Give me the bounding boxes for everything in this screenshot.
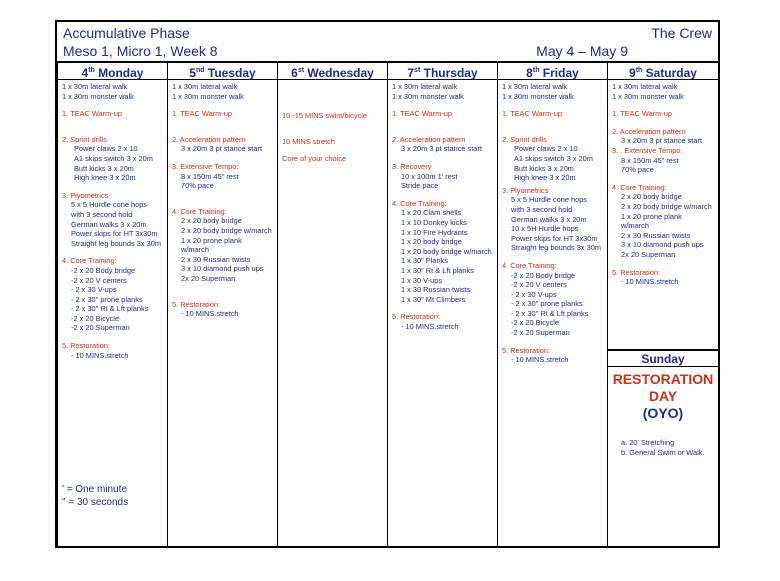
drill-item: A1 skips switch 3 x 20m xyxy=(514,153,593,163)
drill-item: 70% pace xyxy=(181,181,214,191)
drill-item: 1 x 20 body bridge w/march xyxy=(401,246,492,256)
drill-item: w/march xyxy=(621,221,649,231)
drill-item: with 3 second hold xyxy=(71,209,133,219)
day-column-tuesday xyxy=(167,63,277,548)
drill-item: -2 x 20 Body bridge xyxy=(511,270,576,280)
acceleration-heading: 2. Acceleration pattern xyxy=(172,134,246,144)
tempo-heading: 3. Extensive Tempo: xyxy=(172,161,239,171)
plyo-heading: 3. Plyometrics xyxy=(502,185,549,195)
restoration-day-subtitle: DAY xyxy=(648,388,678,404)
drill-item: 5 x 5 Hurdle cone hops xyxy=(511,195,588,205)
drill-item: 1 x 30 Russian twists xyxy=(401,285,471,295)
drill-item: -2 x 20 Superman xyxy=(71,323,130,333)
drill-item: 10 x 100m 1' rest xyxy=(401,171,458,181)
drill-item: -2 x 20 Body bridge xyxy=(71,265,136,275)
legend-seconds: " = 30 seconds xyxy=(62,497,129,508)
schedule-header xyxy=(57,22,718,63)
lateral-walk: 1 x 30m lateral walk xyxy=(392,82,458,91)
plyo-heading: 3. Plyometrics xyxy=(62,190,109,200)
recovery-heading: 3. Recovery xyxy=(392,161,432,171)
tempo-heading: 3. . Extensive Tempo: xyxy=(612,145,683,155)
drill-item: Straight leg bounds 3x 30m xyxy=(511,243,601,253)
meso-label: Meso 1, Micro 1, Week 8 xyxy=(63,43,218,59)
restoration-day-title: RESTORATION xyxy=(612,371,714,387)
drill-item: - 10 MINS.stretch xyxy=(181,309,239,319)
drill-item: - 10 MINS.stretch xyxy=(71,350,129,360)
drill-item: Butt kicks 3 x 20m xyxy=(514,163,574,173)
day-column-thursday xyxy=(387,63,497,548)
oyo-label: (OYO) xyxy=(642,405,684,421)
drill-item: - 2 x 30" Rt & Lft planks xyxy=(511,308,589,318)
drill-item: 3 x 20m 3 pt stance start xyxy=(401,144,482,154)
drill-item: Power claws 2 x 10 xyxy=(514,144,578,154)
drill-item: -2 x 20 Bicycle xyxy=(511,318,560,328)
day-heading-monday: 4th Monday xyxy=(58,63,167,80)
drill-item: - 10 MINS.stretch xyxy=(511,355,569,365)
drill-item: 3 x 10 diamond push ups xyxy=(621,240,704,250)
drill-item: 5 x 5 Hurdle cone hops xyxy=(71,200,148,210)
day-heading-tuesday: 5nd Tuesday xyxy=(168,63,277,80)
drill-item: 2x 20 Superman xyxy=(621,249,676,259)
date-range: May 4 – May 9 xyxy=(536,43,628,59)
drill-item: 2 x 20 body bridge xyxy=(181,216,242,226)
drill-item: - 2 x 30 V-ups xyxy=(511,289,557,299)
drill-item: 8 x 150m 45" rest xyxy=(181,171,239,181)
drill-item: 2 x 20 body bridge w/march xyxy=(181,225,272,235)
monster-walk: 1 x 30m monster walk xyxy=(392,91,464,101)
drill-item: German walks 3 x 20m xyxy=(71,219,147,229)
drill-item: 1 x 20 Clam shells xyxy=(401,208,462,218)
core-heading: 4. Core Training: xyxy=(612,182,667,192)
day-column-monday xyxy=(57,63,167,548)
drill-item: - 2 x 30 V-ups xyxy=(71,285,117,295)
drill-item: German walks 3 x 20m xyxy=(511,214,587,224)
warmup-heading: 1. TEAC Warm-up xyxy=(612,109,672,119)
day-column-friday xyxy=(497,63,607,548)
drill-item: Stride pace xyxy=(401,181,439,191)
phase-title: Accumulative Phase xyxy=(63,25,190,41)
warmup-heading: 1. TEAC Warm-up xyxy=(392,109,452,119)
drill-item: 10 x 5H Hurdle hops xyxy=(511,224,579,234)
drill-item: -2 x 20 Bicycle xyxy=(71,313,120,323)
drill-item: 3 x 20m 3 pt stance start xyxy=(621,136,702,146)
restoration-heading: 5. Restoration: xyxy=(612,267,661,277)
lateral-walk: 1 x 30m lateral walk xyxy=(502,82,568,91)
monster-walk: 1 x 30m monster walk xyxy=(502,91,574,101)
drill-item: 2 x 30 Russian twists xyxy=(621,230,691,240)
day-heading-sunday: Sunday xyxy=(608,351,718,367)
warmup-heading: 1. TEAC Warm-up xyxy=(172,109,232,119)
drill-item: Power skips for HT 3x30m xyxy=(511,233,598,243)
training-schedule-sheet xyxy=(55,20,720,548)
drill-item: 2x 20 Superman xyxy=(181,273,236,283)
stretch-line: 10 MINS stretch xyxy=(282,136,335,146)
drill-item: - 2 x 30" prone planks xyxy=(511,299,583,309)
drill-item: 1 x 10 Donkey kicks xyxy=(401,217,467,227)
lateral-walk: 1 x 30m lateral walk xyxy=(62,82,128,91)
sunday-item: b. General Swim or Walk. xyxy=(621,447,705,457)
drill-item: 8 x 150m 45" rest xyxy=(621,155,679,165)
sprint-heading: 2. Sprint drills xyxy=(62,134,107,144)
monster-walk: 1 x 30m monster walk xyxy=(62,91,134,101)
drill-item: -2 x 20 V centers xyxy=(71,275,127,285)
monster-walk: 1 x 30m monster walk xyxy=(172,91,244,101)
drill-item: - 2 x 30" prone planks xyxy=(71,294,143,304)
drill-item: Power skips for HT 3x30m xyxy=(71,229,158,239)
drill-item: 1 x 30" Planks xyxy=(401,256,448,266)
core-line: Core of your choice xyxy=(282,154,347,164)
drill-item: with 3 second hold xyxy=(511,204,573,214)
monster-walk: 1 x 30m monster walk xyxy=(612,91,684,101)
drill-item: 3 x 10 diamond push ups xyxy=(181,264,264,274)
drill-item: - 2 x 30" Rt & Lft planks xyxy=(71,304,149,314)
day-heading-wednesday: 6st Wednesday xyxy=(278,63,387,80)
drill-item: High knee 3 x 20m xyxy=(514,173,576,183)
drill-item: 70% pace xyxy=(621,165,654,175)
day-heading-saturday: 9th Saturday xyxy=(608,63,718,80)
warmup-heading: 1. TEAC Warm-up xyxy=(502,109,562,119)
drill-item: 1 x 20 prone plank xyxy=(181,235,242,245)
restoration-heading: 5. Restoration: xyxy=(172,299,221,309)
sunday-item: a. 20' Stretching xyxy=(621,438,675,447)
day-heading-friday: 8th Friday xyxy=(498,63,607,80)
core-heading: 4. Core Training: xyxy=(502,260,557,270)
lateral-walk: 1 x 30m lateral walk xyxy=(172,82,238,91)
drill-item: -2 x 20 Superman xyxy=(511,328,570,338)
drill-item: - 10 MINS.stretch xyxy=(621,277,679,287)
drill-item: 1 x 10 Fire Hydrants xyxy=(401,227,468,237)
drill-item: A1 skips switch 3 x 20m xyxy=(74,153,153,163)
drill-item: Butt kicks 3 x 20m xyxy=(74,163,134,173)
drill-item: 1 x 20 prone plank xyxy=(621,211,682,221)
cardio-line: 10 -15 MINS swim/bicycle xyxy=(282,111,368,120)
drill-item: 2 x 20 body bridge xyxy=(621,192,682,202)
drill-item: 1 x 20 body bridge xyxy=(401,237,462,247)
drill-item: 1 x 30 V-ups xyxy=(401,275,443,285)
drill-item: 2 x 20 body bridge w/march xyxy=(621,201,712,211)
drill-item: 3 x 20m 3 pt stance start xyxy=(181,144,262,154)
acceleration-heading: 2. Acceleration pattern xyxy=(612,126,686,136)
drill-item: 2 x 30 Russian twists xyxy=(181,254,251,264)
drill-item: Straight leg bounds 3x 30m xyxy=(71,238,161,248)
drill-item: - 10 MINS.stretch xyxy=(401,321,459,331)
acceleration-heading: 2. Acceleration pattern xyxy=(392,134,466,144)
core-heading: 4. Core Training: xyxy=(392,198,447,208)
legend-minute: ' = One minute xyxy=(62,484,127,495)
day-heading-thursday: 7st Thursday xyxy=(388,63,497,80)
legend xyxy=(62,483,128,509)
drill-item: w/march xyxy=(181,245,209,255)
day-column-saturday xyxy=(607,63,718,548)
lateral-walk: 1 x 30m lateral walk xyxy=(612,82,678,91)
warmup-heading: 1. TEAC Warm-up xyxy=(62,109,122,119)
restoration-heading: 5. Restoration: xyxy=(392,312,441,322)
drill-item: High knee 3 x 20m xyxy=(74,173,136,183)
drill-item: Power claws 2 x 10 xyxy=(74,144,138,154)
crew-label: The Crew xyxy=(651,25,712,41)
core-heading: 4. Core Training: xyxy=(172,206,227,216)
restoration-heading: 5. Restoration: xyxy=(502,345,551,355)
sunday-box xyxy=(608,349,718,548)
restoration-heading: 5. Restoration: xyxy=(62,341,111,351)
drill-item: 1 x 30" Mt Climbers xyxy=(401,294,466,304)
drill-item: 1 x 30" Rt & Lft planks xyxy=(401,265,474,275)
sprint-heading: 2. Sprint drills xyxy=(502,134,547,144)
drill-item: -2 x 20 V centers xyxy=(511,280,567,290)
core-heading: 4. Core Training: xyxy=(62,256,117,266)
day-column-wednesday xyxy=(277,63,387,548)
